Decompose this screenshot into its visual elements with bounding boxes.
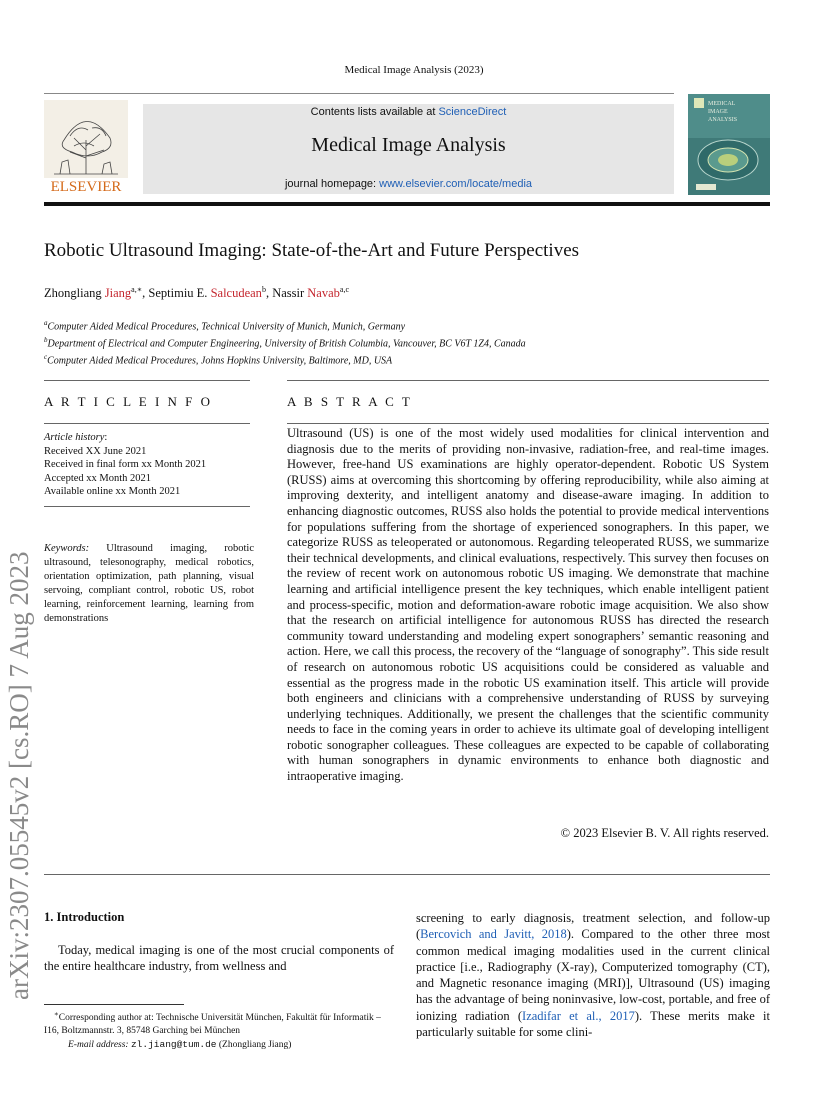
abstract-top-rule xyxy=(287,380,769,381)
running-header: Medical Image Analysis (2023) xyxy=(344,64,484,76)
history-received: Received XX June 2021 xyxy=(44,445,147,457)
introduction-left-text: Today, medical imaging is one of the most crucial components of the entire healthcare industry, from wellness and xyxy=(44,943,394,973)
header-top-rule xyxy=(44,93,674,94)
history-bottom-rule xyxy=(44,506,250,507)
svg-text:MEDICAL: MEDICAL xyxy=(708,101,736,107)
keywords-text: Ultrasound imaging, robotic ultrasound, telesonography, medical robotics, orientation optimization, path planning, visual servoing, compliant control, robotic US, robot learning, reinforcement learning, learning from demonstrations xyxy=(44,543,254,624)
arxiv-stamp: arXiv:2307.05545v2 [cs.RO] 7 Aug 2023 xyxy=(4,551,34,1000)
elsevier-logo xyxy=(44,100,128,194)
svg-text:ANALYSIS: ANALYSIS xyxy=(708,117,738,123)
homepage-link[interactable]: www.elsevier.com/locate/media xyxy=(379,178,533,190)
svg-text:IMAGE: IMAGE xyxy=(708,109,728,115)
sciencedirect-link[interactable]: ScienceDirect xyxy=(438,106,507,118)
article-info-heading-rule xyxy=(44,423,250,424)
author-link-navab[interactable]: Navab xyxy=(307,286,340,301)
citation-izadifar[interactable]: Izadifar et al., 2017 xyxy=(522,1008,635,1023)
front-matter-bottom-rule xyxy=(44,874,770,875)
email-address[interactable]: zl.jiang@tum.de xyxy=(130,1039,217,1051)
article-history: Article history: Received XX June 2021 Received in final form xx Month 2021 Accepted xx Month 2021 Available online xx Month 2021 xyxy=(44,431,250,499)
author-link-jiang[interactable]: Jiang xyxy=(104,286,132,301)
homepage-line xyxy=(143,178,674,190)
affiliation-b: $^b$Department of Electrical and Computer Engineering, University of British Columbia, Vancouver, BC V6T 1Z4, Canada xyxy=(44,335,526,350)
abstract-text: Ultrasound (US) is one of the most widely used modalities for clinical intervention and diagnosis due to the merits of providing non-invasive, radiation-free, and real-time images. However, free-hand US examinations are highly operator-dependent. Robotic US System (RUSS) aims at overcoming this shortcoming by offering reproducibility, while also aiming at improving dexterity, and intelligent anatomy and disease-aware imaging. In addition to enhancing diagnostic outcomes, RUSS also holds the potential to provide medical interventions for populations suffering from the shortage of experienced sonographers. In this paper, we categorize RUSS as teleoperated or autonomous. Regarding teleoperated RUSS, we summarize their technical developments, and clinical evaluations, respectively. This survey then focuses on the review of recent work on autonomous robotic US imaging. We demonstrate that machine learning and artificial intelligence present the key techniques, which enable intelligent patient and process-specific, motion and deformation-aware robotic image acquisition. We also show that the research on artificial intelligence for autonomous RUSS has directed the research community toward understanding and modeling expert sonographers’ semantic reasoning and action. Here, we call this process, the recovery of the “language of sonography”. This side result of research on autonomous robotic US acquisitions could be considered as valuable and essential as the progress made in the robotic US examination itself. This article will provide both engineers and clinicians with a comprehensive understanding of RUSS by surveying underlying techniques. Additionally, we present the challenges that the scientific community needs to face in the coming years in order to achieve its ultimate goal of developing intelligent robotic sonographer colleagues. These colleagues are expected to be capable of collaborating with human sonographers in dynamic environments to enhance both diagnostic and intraoperative imaging. xyxy=(287,426,769,784)
author-list: Zhongliang Jiang$^{a,∗}$, Septimiu E. Salcudean$^b$, Nassir Navab$^{a,c}$ xyxy=(44,285,349,301)
header-bottom-rule xyxy=(44,202,770,206)
corresponding-author-footnote: ∗Corresponding author at: Technische Universität München, Fakultät für Informatik – I16, Boltzmannstr. 3, 85748 Garching bei München E-mail address: zl.jiang@tum.de (Zhongliang Jiang) xyxy=(44,1010,381,1051)
footnote-rule xyxy=(44,1004,184,1005)
affiliations xyxy=(44,317,526,367)
elsevier-tree-icon xyxy=(44,100,128,194)
citation-bercovich[interactable]: Bercovich and Javitt, 2018 xyxy=(420,927,567,942)
history-revised: Received in final form xx Month 2021 xyxy=(44,459,207,470)
journal-cover-image xyxy=(688,94,770,195)
article-info-heading: A R T I C L E I N F O xyxy=(44,394,213,409)
paper-title: Robotic Ultrasound Imaging: State-of-the-Art and Future Perspectives xyxy=(44,240,580,261)
contents-line xyxy=(143,106,674,118)
history-label: Article history xyxy=(44,432,105,443)
affiliation-a: $^a$Computer Aided Medical Procedures, Technical University of Munich, Munich, Germany xyxy=(44,319,406,333)
abstract-heading: A B S T R A C T xyxy=(287,394,413,409)
keywords-label: Keywords: xyxy=(44,543,90,554)
abstract-heading-rule xyxy=(287,423,769,424)
journal-name: Medical Image Analysis xyxy=(311,134,506,156)
article-info-top-rule xyxy=(44,380,250,381)
svg-text:ELSEVIER: ELSEVIER xyxy=(50,179,122,194)
history-online: Available online xx Month 2021 xyxy=(44,486,181,497)
history-accepted: Accepted xx Month 2021 xyxy=(44,472,152,484)
introduction-heading: 1. Introduction xyxy=(44,910,125,924)
introduction-right-text: screening to early diagnosis, treatment selection, and follow-up (Bercovich and Javitt, 2018). Compared to the other three most common medical imaging modalities used in the current clinical practice [i.e., Radiography (X-ray), Computerized tomography (CT), and Magnetic resonance imaging (MRI)], Ultrasound (US) imaging has the advantage of being noninvasive, low-cost, portable, and free of ionizing radiation (Izadifar et al., 2017). These merits make it particularly suitable for some clini- xyxy=(416,911,771,1040)
homepage-label: journal homepage: xyxy=(284,178,380,190)
copyright-notice: © 2023 Elsevier B. V. All rights reserved. xyxy=(560,826,769,840)
author-link-salcudean[interactable]: Salcudean xyxy=(210,286,262,301)
contents-label: Contents lists available at xyxy=(310,106,439,118)
keywords xyxy=(44,542,254,626)
affiliation-c: $^c$Computer Aided Medical Procedures, Johns Hopkins University, Baltimore, MD, USA xyxy=(44,352,393,366)
